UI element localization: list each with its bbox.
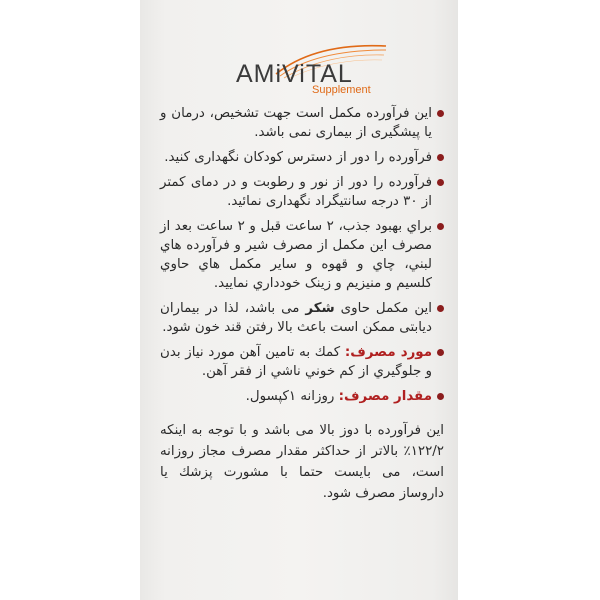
bullet-icon — [437, 349, 444, 356]
bullet-icon — [437, 393, 444, 400]
paragraph-text: این فرآورده مکمل است جهت تشخیص، درمان و یا پیشگیری از بیماری نمی باشد. — [160, 106, 432, 140]
brand-subtitle: Supplement — [312, 84, 371, 96]
paragraph-text: فرآورده را دور از دسترس کودکان نگهداری کنید. — [164, 150, 432, 165]
usage-label: مورد مصرف: — [344, 345, 432, 360]
dosage-label: مقدار مصرف: — [338, 389, 432, 404]
list-item — [160, 104, 444, 142]
paragraph-text-after: می باشد، لذا در بیماران دیابتی ممکن است باعث بالا رفتن قند خون شود. — [160, 301, 432, 335]
list-item — [160, 217, 444, 293]
paragraph-text: فرآورده را دور از نور و رطوبت و در دمای کمتر از ۳۰ درجه سانتیگراد نگهداری نمائید. — [160, 175, 432, 209]
footer-note — [160, 420, 444, 504]
paragraph-text-before: این مکمل حاوی — [334, 301, 432, 316]
list-item — [160, 299, 444, 337]
dosage-text: روزانه ۱کپسول. — [245, 389, 339, 404]
instructions-text — [160, 104, 444, 510]
paragraph-text: براي بهبود جذب، ۲ ساعت قبل و ۲ ساعت بعد از مصرف این مکمل از مصرف شیر و فرآورده هاي لبني، چاي و قهوه و ساير مکمل هاي حاوي کلسيم و منيزيم و زينک خودداري نماييد. — [160, 219, 432, 291]
bullet-icon — [437, 154, 444, 161]
bullet-icon — [437, 110, 444, 117]
usage-text: کمك به تامين آهن مورد نياز بدن و جلوگيري از کم خوني ناشي از فقر آهن. — [160, 345, 432, 379]
bullet-icon — [437, 179, 444, 186]
sugar-word: شکر — [305, 301, 335, 316]
footer-note-text: این فرآورده با دوز بالا می باشد و با توجه به اینکه ۱۲۲/۲٪ بالاتر از حداکثر مقدار مصرف مجاز روزانه است، می بایست حتما با مشورت پزشك يا داروساز مصرف شود. — [160, 423, 444, 501]
list-item — [160, 387, 444, 406]
bullet-icon — [437, 223, 444, 230]
brand-logo: AMiViTAL — [236, 60, 353, 88]
list-item — [160, 173, 444, 211]
list-item — [160, 343, 444, 381]
list-item — [160, 148, 444, 167]
bullet-icon — [437, 305, 444, 312]
